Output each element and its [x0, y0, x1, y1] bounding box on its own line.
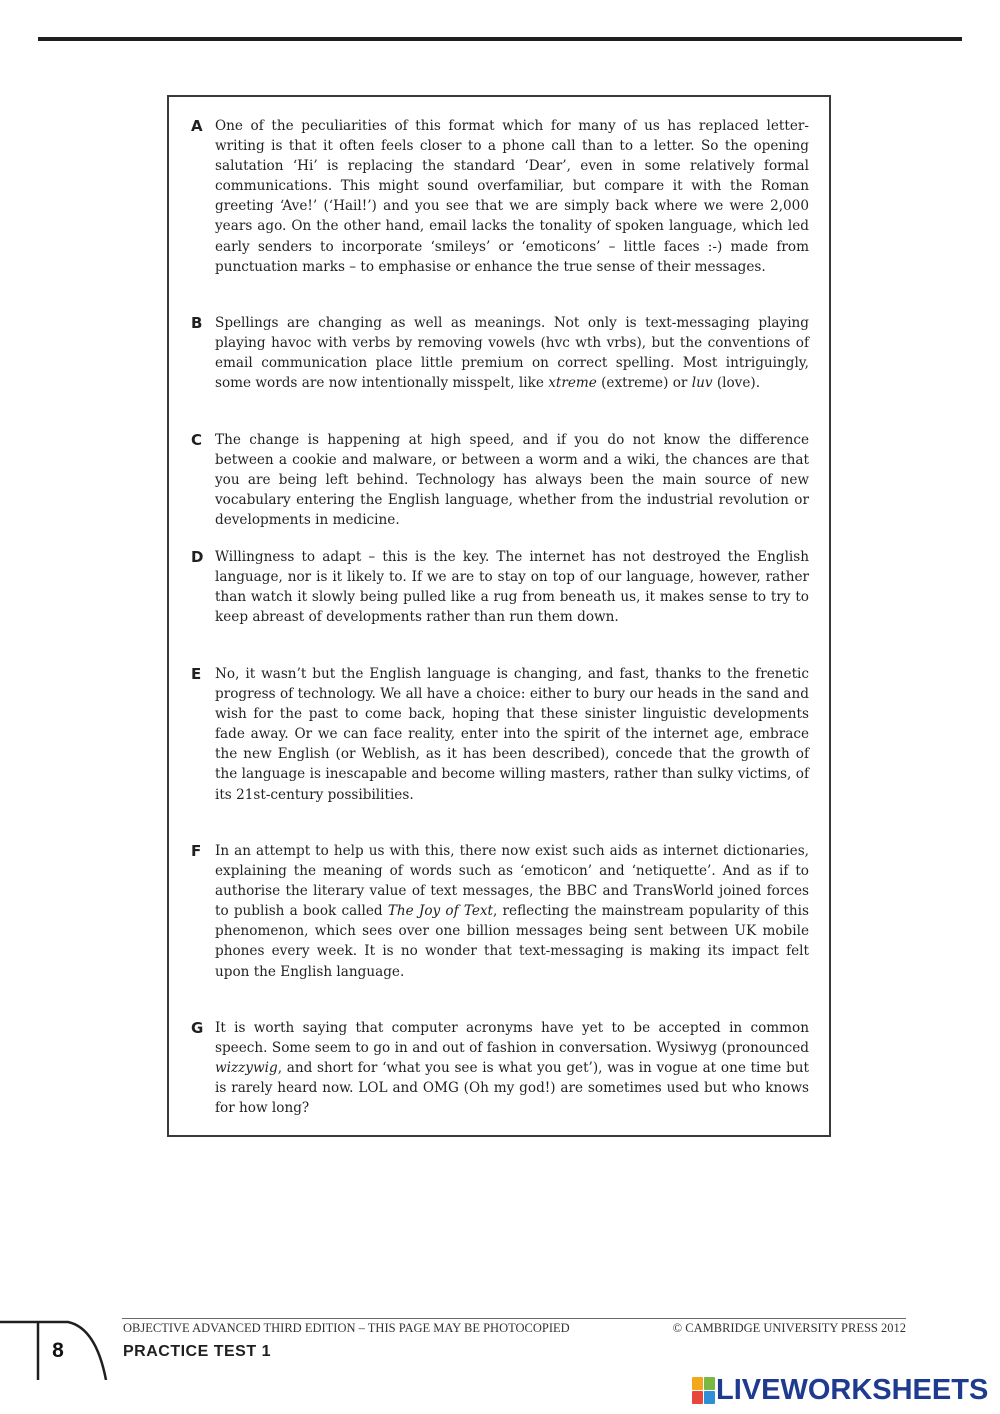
paragraph-letter: G: [191, 1019, 204, 1037]
paragraph-c: [191, 430, 809, 530]
paragraph-a: [191, 116, 809, 277]
logo-tile: [704, 1377, 715, 1390]
footer-edition-note: OBJECTIVE ADVANCED THIRD EDITION – THIS PAGE MAY BE PHOTOCOPIED: [123, 1321, 570, 1335]
liveworksheets-logo-icon: [692, 1377, 714, 1403]
paragraph-text: It is worth saying that computer acronyms have yet to be accepted in common speech. Some seem to go in and out of fashion in conversation. Wysiwyg (pronounced wizzywig, and short for ‘what you see is what you get’), was in vogue at one time but is rarely heard now. LOL and OMG (Oh my god!) are sometimes used but who knows for how long?: [215, 1020, 809, 1117]
logo-tile: [704, 1391, 715, 1404]
paragraph-g: [191, 1018, 809, 1118]
liveworksheets-watermark[interactable]: [692, 1374, 988, 1406]
italic-term: luv: [691, 375, 713, 392]
paragraph-d: [191, 547, 809, 627]
paragraph-text: Spellings are changing as well as meanings. Not only is text-messaging playing playing havoc with verbs by removing vowels (hvc wth vrbs), but the conventions of email communication place little premium on correct spelling. Most intriguingly, some words are now intentionally misspelt, like xtreme (extreme) or luv (love).: [215, 315, 809, 392]
paragraph-b: [191, 313, 809, 393]
footer-copyright: © CAMBRIDGE UNIVERSITY PRESS 2012: [672, 1321, 906, 1335]
paragraph-text: The change is happening at high speed, and if you do not know the difference between a cookie and malware, or between a worm and a wiki, the chances are that you are being left behind. Technology has always been the main source of new vocabulary entering the English language, whether from the industrial revolution or developments in medicine.: [215, 432, 809, 529]
paragraph-e: [191, 664, 809, 805]
top-rule: [38, 37, 962, 41]
italic-term: xtreme: [548, 375, 597, 392]
section-title: PRACTICE TEST 1: [123, 1343, 271, 1360]
paragraph-text: Willingness to adapt – this is the key. The internet has not destroyed the English language, nor is it likely to. If we are to stay on top of our language, however, rather than watch it slowly being pulled like a rug from beneath us, it makes sense to try to keep abreast of developments rather than run them down.: [215, 549, 809, 626]
liveworksheets-wordmark: LIVEWORKSHEETS: [716, 1373, 989, 1406]
paragraph-letter: C: [191, 431, 203, 449]
paragraph-letter: F: [191, 842, 202, 860]
footer-rule: [122, 1318, 906, 1319]
paragraph-text: In an attempt to help us with this, there now exist such aids as internet dictionaries, explaining the meaning of words such as ‘emoticon’ and ‘netiquette’. And as if to authorise the literary value of text messages, the BBC and TransWorld joined forces to publish a book called The Joy of Text, reflecting the mainstream popularity of this phenomenon, which sees over one billion messages being sent between UK mobile phones every week. It is no wonder that text-messaging is making its impact felt upon the English language.: [215, 843, 809, 980]
paragraph-letter: B: [191, 314, 203, 332]
paragraph-letter: E: [191, 665, 202, 683]
italic-term: The Joy of Text: [387, 903, 494, 920]
paragraph-f: [191, 841, 809, 982]
paragraph-text: One of the peculiarities of this format which for many of us has replaced letter-writing is that it often feels closer to a phone call than to a letter. So the opening salutation ‘Hi’ is replacing the standard ‘Dear’, even in some relatively formal communications. This might sound overfamiliar, but compare it with the Roman greeting ‘Ave!’ (‘Hail!’) and you see that we are simply back where we were 2,000 years ago. On the other hand, email lacks the tonality of spoken language, which led early senders to incorporate ‘smileys’ or ‘emoticons’ – little faces :-) made from punctuation marks – to emphasise or enhance the true sense of their messages.: [215, 118, 809, 275]
italic-term: wizzywig: [215, 1060, 278, 1077]
logo-tile: [692, 1377, 703, 1390]
page-number: 8: [52, 1339, 64, 1362]
logo-tile: [692, 1391, 703, 1404]
paragraph-letter: A: [191, 117, 203, 135]
paragraph-text: No, it wasn’t but the English language is changing, and fast, thanks to the frenetic progress of technology. We all have a choice: either to bury our heads in the sand and wish for the past to come back, hoping that these sinister linguistic developments fade away. Or we can face reality, enter into the spirit of the internet age, embrace the new English (or Weblish, as it has been described), concede that the growth of the language is inescapable and become willing masters, rather than sulky victims, of its 21st-century possibilities.: [215, 666, 809, 803]
paragraph-letter: D: [191, 548, 204, 566]
